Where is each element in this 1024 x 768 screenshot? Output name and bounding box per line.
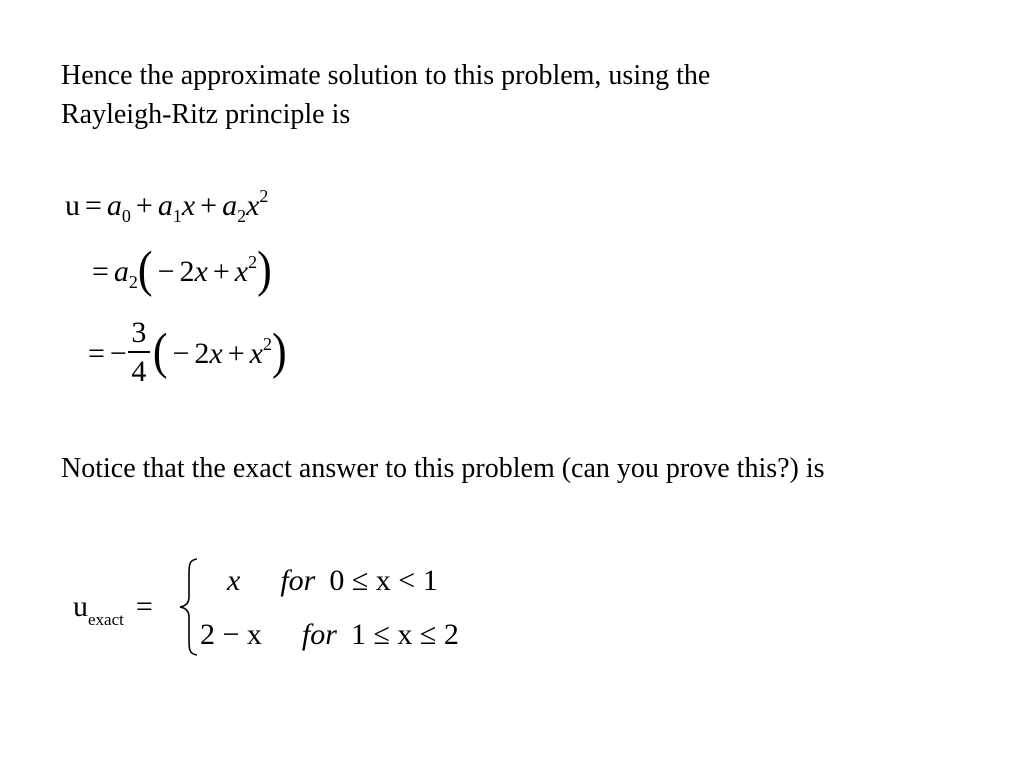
subscript-2: 2 xyxy=(237,206,247,226)
subscript-0: 0 xyxy=(121,206,131,226)
subscript-1: 1 xyxy=(172,206,182,226)
equation-line-1 xyxy=(65,186,269,226)
x-symbol: x xyxy=(246,189,260,222)
fraction-numerator: 3 xyxy=(131,316,147,349)
case-2-condition: 1 ≤ x ≤ 2 xyxy=(350,618,459,651)
fraction xyxy=(128,318,150,387)
u-exact-label xyxy=(73,590,158,629)
minus-sign: − xyxy=(109,337,127,371)
equals-sign: = xyxy=(92,254,109,288)
superscript-2: 2 xyxy=(263,334,272,355)
left-brace-icon xyxy=(177,557,201,657)
left-paren: ( xyxy=(137,241,153,298)
superscript-2: 2 xyxy=(259,186,269,206)
right-paren: ) xyxy=(257,241,272,298)
plus-sign: + xyxy=(200,189,218,222)
x-symbol: x xyxy=(209,337,223,371)
plus-sign: + xyxy=(212,254,230,288)
plus-sign: + xyxy=(227,337,245,371)
case-2-for: for xyxy=(301,618,337,651)
equation-line-2 xyxy=(92,241,272,298)
intro-line-2: Rayleigh-Ritz principle is xyxy=(61,99,351,130)
plus-sign: + xyxy=(135,189,153,222)
a-symbol: a xyxy=(113,254,129,288)
left-paren: ( xyxy=(152,323,168,380)
case-1 xyxy=(227,566,438,596)
u-symbol: u xyxy=(65,189,80,222)
exact-subscript: exact xyxy=(88,610,124,629)
u-symbol: u xyxy=(73,590,88,623)
x-symbol: x xyxy=(194,254,208,288)
intro-paragraph xyxy=(61,56,710,134)
two-digit: 2 xyxy=(194,337,210,371)
x-symbol: x xyxy=(181,189,196,222)
x-symbol: x xyxy=(249,337,263,371)
two-digit: 2 xyxy=(179,254,195,288)
exact-answer-paragraph: Notice that the exact answer to this problem (can you prove this?) is xyxy=(61,453,825,484)
case-1-for: for xyxy=(280,564,316,597)
subscript-2: 2 xyxy=(128,271,138,292)
right-paren: ) xyxy=(272,323,287,380)
case-1-condition: 0 ≤ x < 1 xyxy=(329,564,438,597)
superscript-2: 2 xyxy=(248,251,258,272)
minus-sign: − xyxy=(172,337,190,371)
a-symbol: a xyxy=(222,189,238,222)
case-2-value: 2 − x xyxy=(200,618,262,651)
fraction-denominator: 4 xyxy=(131,354,147,388)
equals-sign: = xyxy=(88,337,105,371)
equals-sign: = xyxy=(135,590,153,623)
case-2 xyxy=(200,620,459,650)
x-symbol: x xyxy=(234,254,249,288)
intro-line-1: Hence the approximate solution to this problem, using the xyxy=(61,60,711,91)
minus-sign: − xyxy=(157,254,175,288)
equation-line-3 xyxy=(88,316,287,394)
a-symbol: a xyxy=(157,189,173,222)
equals-sign: = xyxy=(85,189,102,222)
case-1-value: x xyxy=(227,564,241,597)
a-symbol: a xyxy=(106,189,122,222)
